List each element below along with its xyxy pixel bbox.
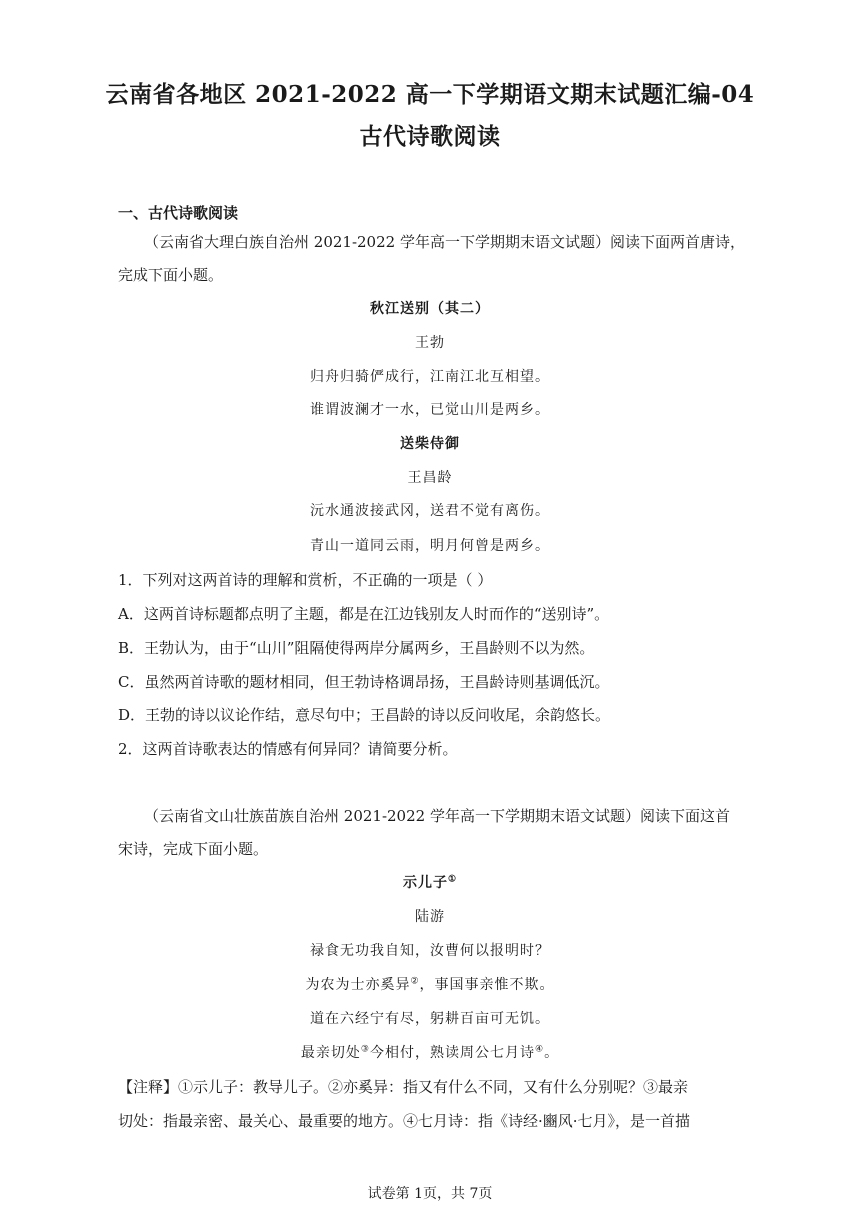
document-title-line1: 云南省各地区 2021-2022 高一下学期语文期末试题汇编-04 [105,81,755,108]
poem-line: 归舟归骑俨成行，江南江北互相望。 [310,369,550,385]
poem-author: 陆游 [415,909,445,925]
poem-line-text: 为农为士亦奚异 [305,977,411,993]
document-title-line2: 古代诗歌阅读 [359,123,501,150]
poem-title: 送柴侍御 [400,436,460,452]
poem-title-text: 示儿子 [402,875,448,891]
poem-line-text: 今相付，熟读周公七月诗 [370,1045,535,1061]
poem-title [0,873,860,893]
section-heading: 一、古代诗歌阅读 [118,204,239,222]
poem-line: 道在六经宁有尽，躬耕百亩可无饥。 [310,1011,550,1027]
poem-title: 秋江送别（其二） [370,301,490,317]
question-1: 1．下列对这两首诗的理解和赏析，不正确的一项是（ ） [118,571,493,589]
source-note-continued: 宋诗，完成下面小题。 [118,840,269,858]
poem-line-text: ，事国事亲惟不欺。 [419,977,555,993]
poem-author: 王勃 [415,335,445,351]
footnote-marker: ① [447,874,458,885]
poem-line-text: 。 [544,1045,560,1061]
poem-line: 禄食无功我自知，汝曹何以报明时？ [310,943,550,959]
poem-line: 青山一道同云雨，明月何曾是两乡。 [310,538,550,554]
source-note: （云南省文山壮族苗族自治州 2021-2022 学年高一下学期期末语文试题）阅读下面这首 [144,807,730,825]
page-footer: 试卷第 1页，共 7页 [367,1186,493,1202]
poem-line: 沅水通波接武冈，送君不觉有离伤。 [310,503,550,519]
footnote-marker: ④ [535,1044,545,1055]
poem-author: 王昌龄 [407,470,453,486]
poem-line: 谁谓波澜才一水，已觉山川是两乡。 [310,402,550,418]
footnote-marker: ② [410,976,420,987]
annotation-note: 【注释】①示儿子：教导儿子。②亦奚异：指又有什么不同，又有什么分别呢？③最亲 [118,1078,689,1096]
annotation-note-continued: 切处：指最亲密、最关心、最重要的地方。④七月诗：指《诗经·豳风·七月》，是一首描 [118,1112,691,1130]
source-note-continued: 完成下面小题。 [118,266,224,284]
option-b: B．王勃认为，由于“山川”阻隔使得两岸分属两乡，王昌龄则不以为然。 [118,639,595,657]
option-a: A．这两首诗标题都点明了主题，都是在江边钱别友人时而作的“送别诗”。 [118,605,610,623]
question-2: 2．这两首诗歌表达的情感有何异同？请简要分析。 [118,740,458,758]
footnote-marker: ③ [360,1044,370,1055]
option-c: C．虽然两首诗歌的题材相同，但王勃诗格调昂扬，王昌龄诗则基调低沉。 [118,673,610,691]
poem-line [0,1043,860,1063]
source-note: （云南省大理白族自治州 2021-2022 学年高一下学期期末语文试题）阅读下面两首唐诗， [144,233,745,251]
poem-line-text: 最亲切处 [300,1045,361,1061]
option-d: D．王勃的诗以议论作结，意尽句中；王昌龄的诗以反问收尾，余韵悠长。 [118,706,611,724]
poem-line [0,975,860,995]
